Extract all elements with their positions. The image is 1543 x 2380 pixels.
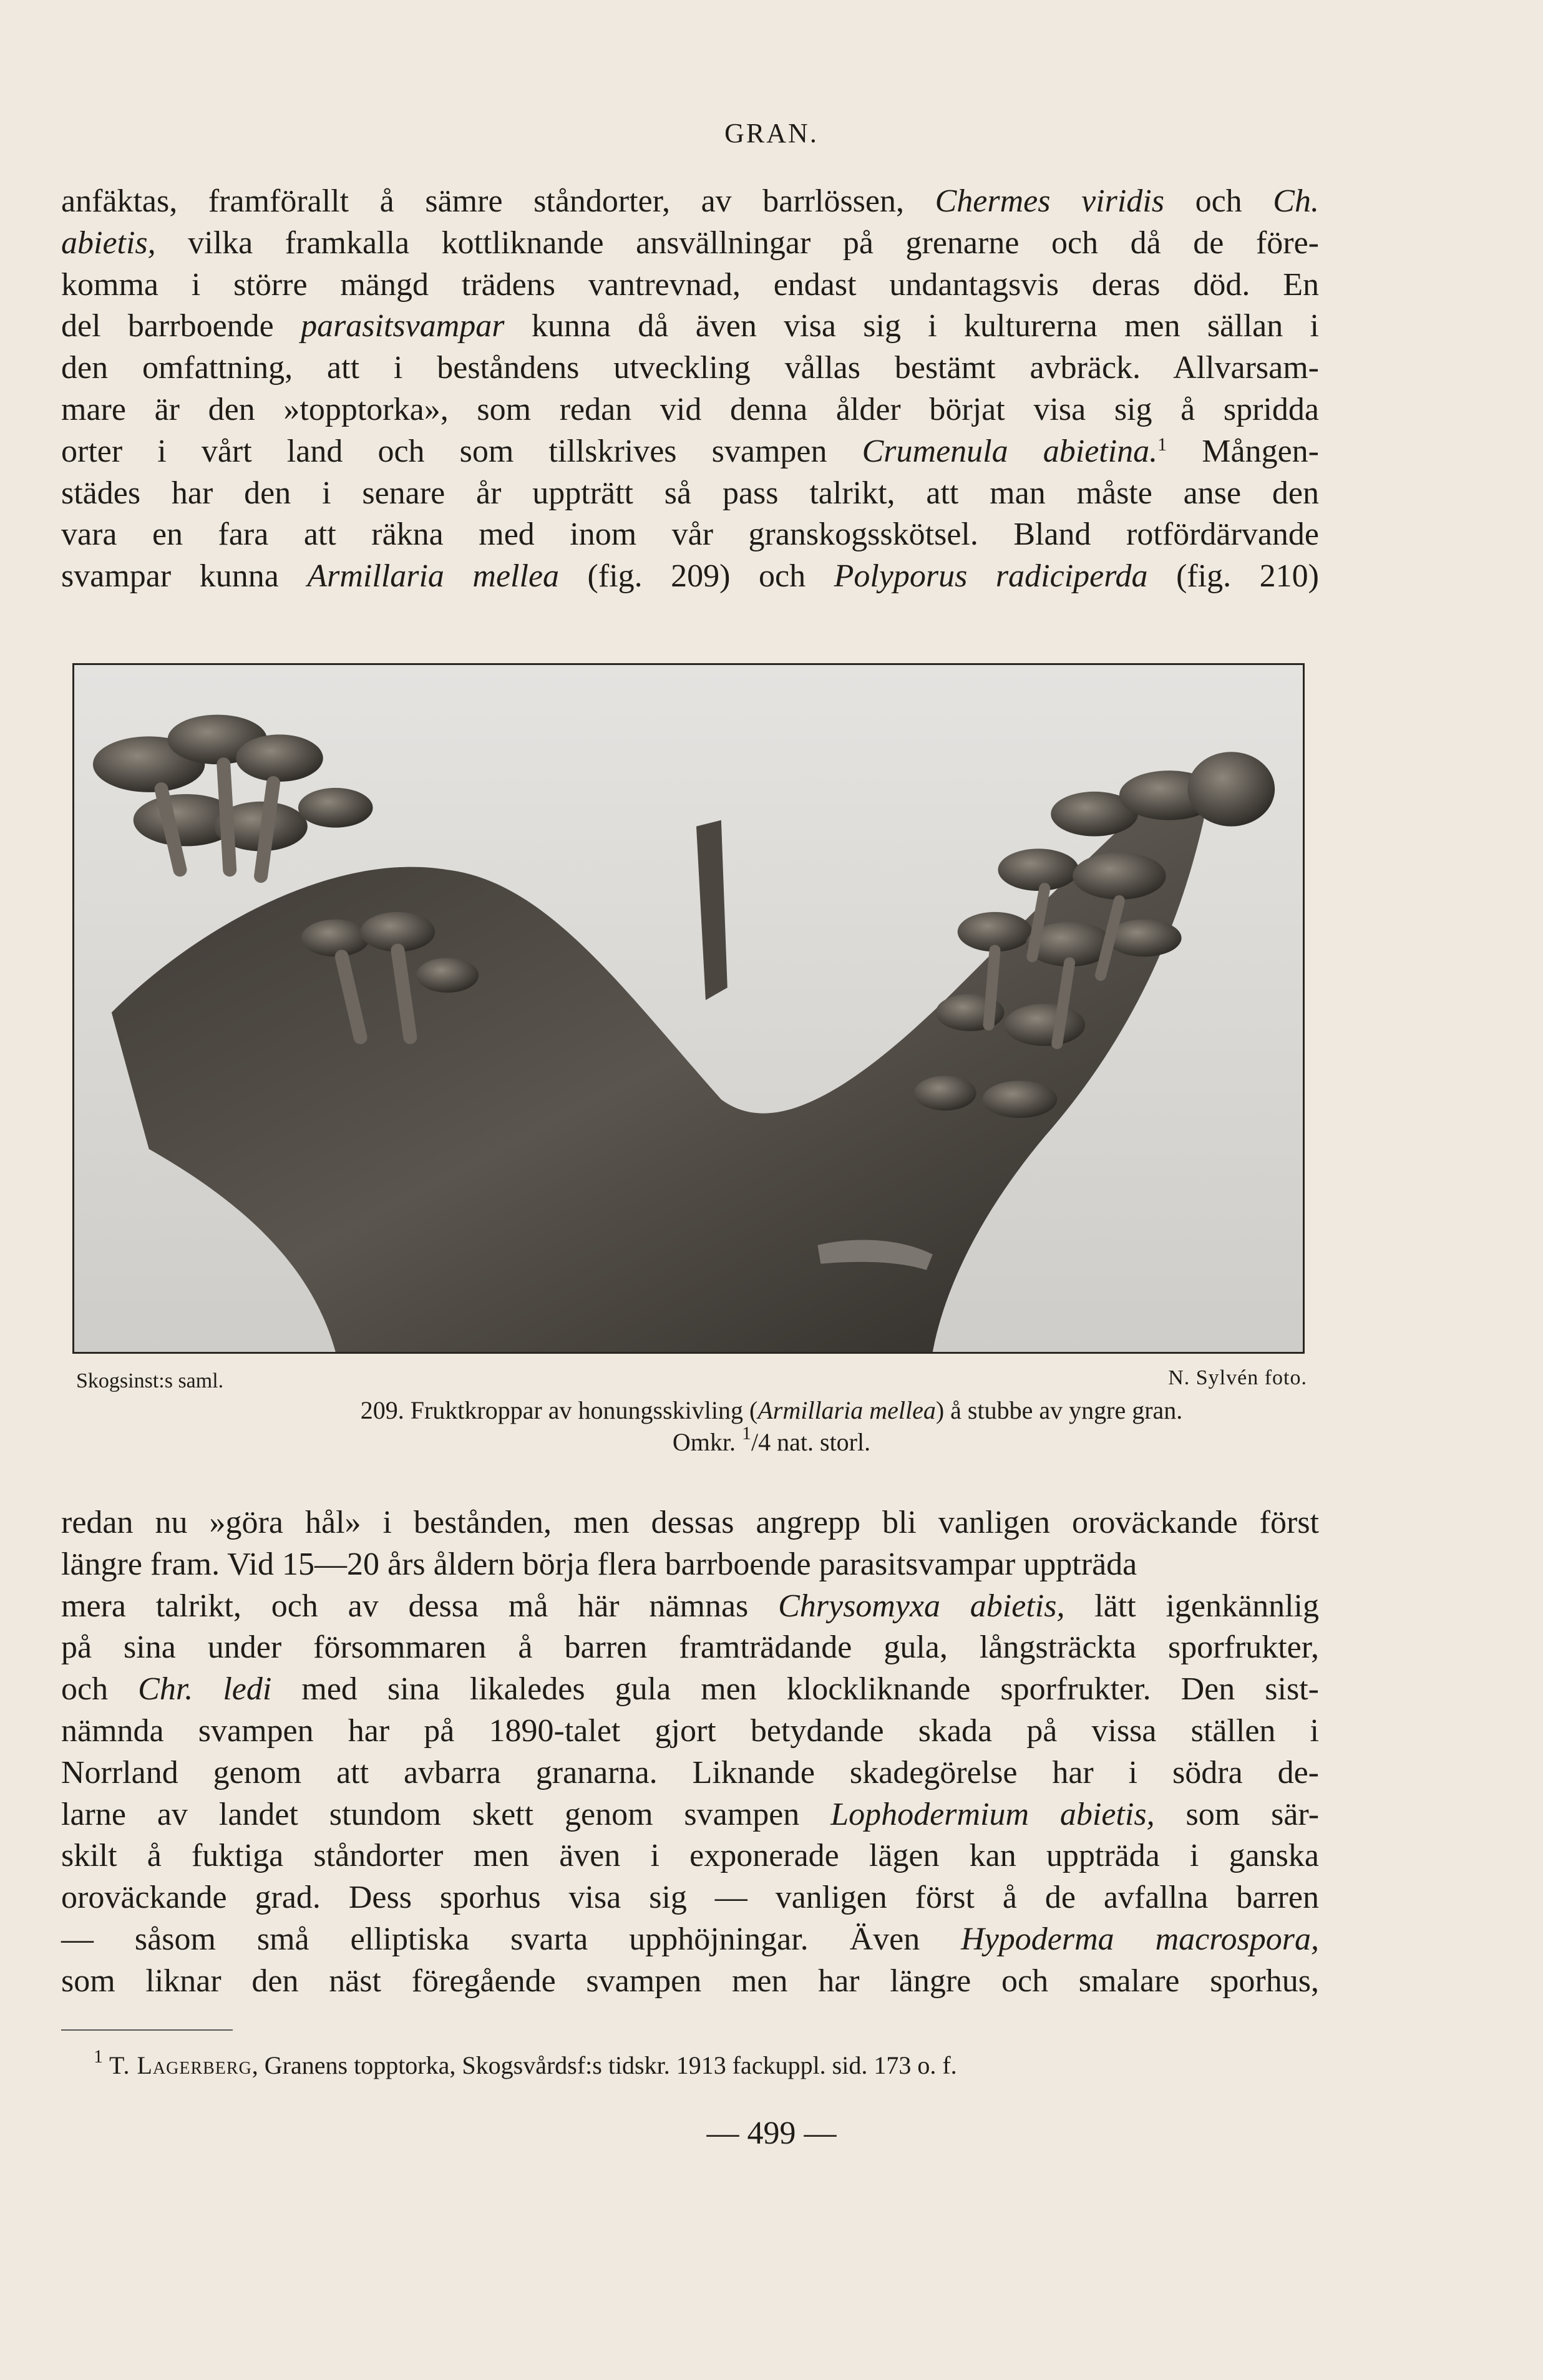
paragraph-top-italic: Armillaria mellea bbox=[307, 558, 560, 595]
paragraph-bottom-italic: Chrysomyxa abietis, bbox=[778, 1588, 1065, 1624]
paragraph-bottom-line: — såsom små elliptiska svarta upphöjningar. Även Hypoderma macrospora, bbox=[61, 1921, 1319, 1957]
paragraph-bottom-line: nämnda svampen har på 1890-talet gjort betydande skada på vissa ställen i bbox=[61, 1712, 1319, 1749]
paragraph-top-italic: Polyporus radiciperda bbox=[834, 558, 1148, 595]
paragraph-top-italic: Crumenula abietina. bbox=[862, 433, 1158, 469]
paragraph-top-line: anfäktas, framförallt å sämre ståndorter, av barrlössen, Chermes viridis och Ch. bbox=[61, 183, 1319, 219]
paragraph-bottom-line: längre fram. Vid 15—20 års åldern börja flera barrboende parasitsvampar uppträda bbox=[61, 1546, 1137, 1582]
running-header: GRAN. bbox=[724, 118, 819, 148]
footnote-author: T. Lagerberg bbox=[109, 2051, 252, 2079]
paragraph-bottom-line: skilt å fuktiga ståndorter men även i exponerade lägen kan uppträda i ganska bbox=[61, 1838, 1319, 1874]
footnote bbox=[94, 2046, 957, 2080]
paragraph-top-line: abietis, vilka framkalla kottliknande ansvällningar på grenarne och då de före- bbox=[61, 225, 1319, 261]
paragraph-bottom-line: på sina under försommaren å barren framträdande gula, långsträckta sporfrukter, bbox=[61, 1630, 1319, 1666]
paragraph-top-italic: parasitsvampar bbox=[301, 308, 505, 344]
paragraph-top bbox=[61, 181, 1319, 598]
photograph-armillaria-stump bbox=[72, 663, 1305, 1354]
paragraph-bottom-line: mera talrikt, och av dessa må här nämnas Chrysomyxa abietis, lätt igenkännlig bbox=[61, 1588, 1319, 1624]
footnote-rule bbox=[61, 2029, 233, 2031]
paragraph-top-line: den omfattning, att i beståndens utveckling vållas bestämt avbräck. Allvarsam- bbox=[61, 350, 1319, 386]
paragraph-bottom bbox=[61, 1502, 1319, 2003]
page-number: — 499 — bbox=[706, 2115, 837, 2151]
paragraph-bottom-italic: Lophodermium abietis, bbox=[830, 1796, 1155, 1832]
paragraph-top-line: orter i vårt land och som tillskrives svampen Crumenula abietina.$^1$ Mången- bbox=[61, 433, 1320, 469]
caption-italic: Armillaria mellea bbox=[757, 1396, 936, 1424]
photo-collection-credit: Skogsinst:s saml. bbox=[76, 1369, 224, 1392]
figure-caption-scale: Omkr. $^1$/4 nat. storl. bbox=[672, 1423, 871, 1456]
paragraph-top-italic: abietis, bbox=[61, 225, 156, 261]
paragraph-bottom-line: redan nu »göra hål» i bestånden, men dessas angrepp bli vanligen oroväckande först bbox=[61, 1505, 1319, 1540]
photo-illustration bbox=[74, 665, 1303, 1352]
paragraph-bottom-line: och Chr. ledi med sina likaledes gula men klockliknande sporfrukter. Den sist- bbox=[61, 1671, 1319, 1707]
paragraph-bottom-line: larne av landet stundom skett genom svampen Lophodermium abietis, som sär- bbox=[61, 1796, 1320, 1832]
paragraph-top-line: svampar kunna Armillaria mellea (fig. 209) och Polyporus radiciperda (fig. 210) bbox=[61, 558, 1320, 595]
paragraph-bottom-italic: Chr. ledi bbox=[138, 1671, 272, 1707]
paragraph-bottom-italic: Hypoderma macrospora, bbox=[961, 1921, 1319, 1957]
paragraph-bottom-line: Norrland genom att avbarra granarna. Liknande skadegörelse har i södra de- bbox=[61, 1754, 1319, 1790]
caption-superscript: 1 bbox=[742, 1423, 752, 1444]
paragraph-top-line: vara en fara att räkna med inom vår granskogsskötsel. Bland rotfördärvande bbox=[61, 517, 1319, 553]
photographer-credit: N. Sylvén foto. bbox=[1168, 1366, 1307, 1389]
footnote-mark: 1 bbox=[94, 2046, 103, 2067]
paragraph-top-italic: Chermes viridis bbox=[935, 183, 1164, 219]
footnote-text: , Granens topptorka, Skogsvårdsf:s tidskr. 1913 fackuppl. sid. 173 o. f. bbox=[251, 2051, 957, 2079]
paragraph-top-italic: Ch. bbox=[1273, 183, 1319, 219]
paragraph-bottom-line: oroväckande grad. Dess sporhus visa sig — vanligen först å de avfallna barren bbox=[61, 1880, 1319, 1916]
figure-caption: 209. Fruktkroppar av honungsskivling (Armillaria mellea) å stubbe av yngre gran. bbox=[360, 1396, 1183, 1424]
paragraph-top-line: mare är den »topptorka», som redan vid denna ålder börjat visa sig å spridda bbox=[61, 391, 1319, 427]
paragraph-bottom-line: som liknar den näst föregående svampen men har längre och smalare sporhus, bbox=[61, 1963, 1319, 1999]
paragraph-top-superscript: 1 bbox=[1157, 434, 1167, 455]
paragraph-top-line: del barrboende parasitsvampar kunna då även visa sig i kulturerna men sällan i bbox=[61, 308, 1319, 344]
paragraph-top-line: städes har den i senare år uppträtt så pass talrikt, att man måste anse den bbox=[61, 475, 1319, 511]
paragraph-top-line: komma i större mängd trädens vantrevnad, endast undantagsvis deras död. En bbox=[61, 266, 1319, 303]
